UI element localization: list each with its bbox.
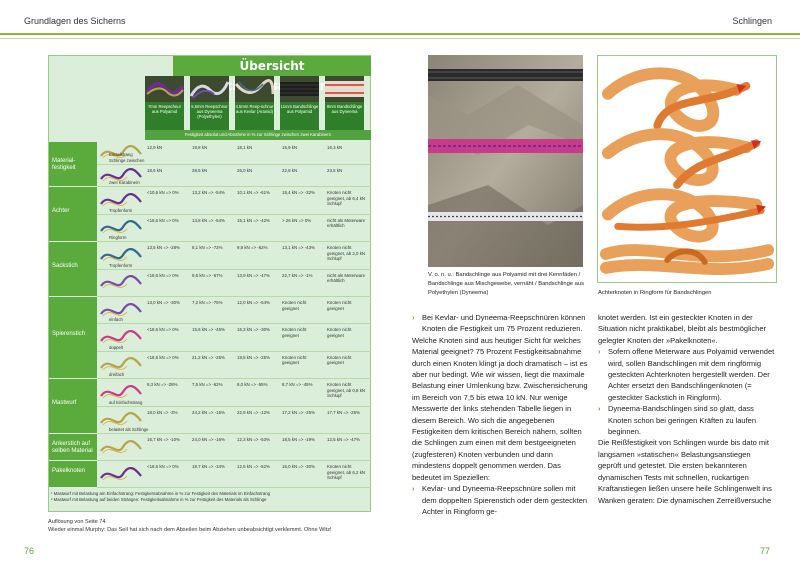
header-left-title: Grundlagen des Sicherns [24, 16, 126, 26]
table-group-5 [49, 434, 97, 461]
table-cell: 22,7 kN => -1% [282, 272, 313, 278]
table-cell: 9,9 kN => -62% [237, 245, 268, 250]
table-cell: <18,6 kN => 0% [147, 217, 179, 223]
table-cell: 18,1 kN [237, 145, 253, 150]
paragraph-text: Welche Knoten sind aus heutiger Sicht für welches Material geeignet? 75 Prozent Festigkeitsabnahme durch einen Knoten klingt ja doch dramatisch – ist es aber nur bedingt. Wie wir wissen, liegt die maximale Belastung einer Umlenkung bzw. Zwischensicherung im Bereich von 7,5 bis etwa 10 kN. Nur wenige Messwerte der links stehenden Tabelle liegen in diesem Bereich. Wo sich die angegebenen Festigkeiten dem kritischen Bereich nähern, sollten die Schlingen zum einen mit dem bestgeeigneten (zugfesteren) Knoten verbunden und dann mindestens doppelt genommen werden. Das bedeutet im Speziellen: [412, 335, 588, 482]
table-row-divider [97, 323, 371, 324]
swatch-dyneema-strap [325, 76, 364, 102]
paragraph-text: knotet werden. Ist ein gesteckter Knoten in der Situation nicht praktikabel, bleibt als bestmöglicher gelegter Knoten der »Pakelknoten«. [598, 313, 767, 345]
table-cell: 15,6 kN => -45% [192, 327, 225, 333]
table-cell: Knoten nicht geeignet, ab 2,0 kN Schlupf [327, 245, 366, 261]
knot-label: auf Einfachstrang [109, 399, 143, 405]
knot-illustration [99, 437, 143, 459]
table-cell: 22,8 kN [282, 167, 298, 173]
table-row-divider [97, 269, 371, 270]
table-cell: 12,0 kN => -54% [237, 300, 270, 305]
paragraph-text: Dyneema-Bandschlingen sind so glatt, dass Knoten schon bei geringen Kräften zu laufen beginnen. [608, 404, 757, 437]
table-cell: 7,5 kN => -62% [192, 382, 223, 387]
table-row-divider [97, 433, 371, 434]
table-cell: 13,8 kN => -54% [192, 217, 225, 223]
column-header-1: 7mm Reepschnur aus Polyamid [145, 102, 184, 130]
knot-label: doppelt [109, 344, 124, 350]
table-group-3 [49, 297, 97, 379]
table-cell: 22,9 kN => -12% [237, 409, 270, 415]
solution-title: Auflösung von Seite 74 [48, 519, 106, 525]
table-cell: 13,2 kN => -54% [192, 190, 225, 195]
table-cell: 7,2 kN => -75% [192, 300, 223, 305]
table-row-divider [97, 214, 371, 215]
page-number-right: 77 [760, 546, 771, 556]
table-group-2 [49, 242, 97, 297]
table-cell: <18,6 kN => 0% [147, 354, 179, 360]
text-column-2 [598, 312, 776, 506]
table-row-divider [97, 296, 371, 297]
paragraph-text: Die Reißfestigkeit von Schlingen wurde bis dato mit langsamen »statischen« Belastungsanstiegen geprüft und getestet. Die ersten bekannteren dynamischen Tests mit schnellen, ruckartigen Kraftanstiegen ließen unsere heile Schlingenwelt ins Wanken geraten: Die dynamischen Zerreißversuche [598, 438, 772, 505]
table-group-6 [49, 461, 97, 488]
table-row-divider [97, 241, 371, 242]
table-group-label: Mastwurf [52, 399, 77, 406]
swatch-polyamid-strap [280, 76, 319, 102]
table-group-label: Material-festigkeit [52, 157, 76, 171]
table-cell: <18,6 kN => 0% [147, 327, 179, 333]
table-footnote: ¹ Mastwurf mit Belastung am Einfachstrang: Festigkeitsabnahme in % zur Festigkeit des Materials im Einfachstrang [51, 491, 270, 496]
knot-label: Ringform [109, 235, 127, 240]
swatch-kevlar-cord [235, 76, 274, 102]
table-title: Übersicht [173, 56, 371, 76]
paragraph-text: Kevlar- und Dyneema-Reepschnüre sollen mit dem doppelten Spierenstich oder dem gesteckten Achter in Ringform ge- [422, 484, 588, 516]
table-cell: <18,6 kN => 0% [147, 464, 179, 469]
diagram-caption: Achterknoten in Ringform für Bandschlingen [598, 290, 712, 296]
table-row-divider [97, 406, 371, 407]
body-paragraph [412, 335, 588, 483]
knot-label: dreifach [109, 372, 125, 377]
table-cell: 8,7 kN => -45% [282, 382, 313, 387]
table-group-label: Pakelknoten [52, 467, 86, 474]
knot-label: Einzelstrang [109, 151, 133, 157]
table-cell: 16,7 kN => -10% [147, 437, 180, 442]
table-cell: 17,7 kN => -25% [327, 409, 360, 415]
table-cell: 16,0 kN => -30% [282, 464, 315, 469]
table-cell: 13,1 kN => -43% [282, 245, 315, 250]
table-cell: <18,6 kN => 0% [147, 272, 179, 278]
table-cell: > 26 kN => 0% [282, 217, 312, 223]
page-header [0, 0, 800, 46]
photo-caption: V. o. n. u.: Bandschlinge aus Polyamid mit drei Kennfäden / Bandschlinge aus Mischgewebe, vernäht / Bandschlinge aus Polyethylen (Dyneema) [428, 272, 584, 296]
table-cell: 13,0 kN => -30% [147, 300, 180, 305]
table-cell: Knoten nicht geeignet [327, 300, 352, 311]
knot-label: belastet als Schlinge [109, 427, 149, 432]
table-cell: 15,9 kN [282, 145, 298, 150]
page-number-left: 76 [24, 546, 35, 556]
table-group-label: Spierenstich [52, 331, 86, 337]
table-cell: Knoten nicht geeignet, ab 0,8 kN Schlupf [327, 382, 366, 398]
webbing-photo [428, 55, 583, 267]
table-row-divider [97, 351, 371, 352]
table-cell: 12,9 kN [147, 145, 163, 150]
table-group-4 [49, 379, 97, 434]
table-cell: 8,1 kN => -72% [192, 245, 223, 250]
knot-label: einfach [109, 317, 123, 323]
bullet-marker: › [598, 404, 601, 414]
table-cell: 19,5 kN => -25% [237, 354, 270, 360]
table-row-divider [97, 378, 371, 379]
text-column-1 [412, 312, 588, 517]
swatch-polyamid-cord [145, 76, 184, 102]
paragraph-text: Sofern offene Meterware aus Polyamid verwendet wird, sollen Bandschlingen mit dem ringförmig gesteckten Achterknoten hergestellt werden. Der Achter ersetzt den Bandschlingenknoten (= gesteckter Sackstich in Ringform). [608, 347, 775, 402]
header-divider [0, 33, 800, 35]
table-cell: 18,6 kN [147, 167, 163, 173]
column-header-3: 4,5mm Reep-schnur aus Kevlar (Aramid) [235, 102, 274, 130]
table-group-1 [49, 187, 97, 242]
table-cell: 15,1 kN => -42% [237, 217, 270, 223]
table-subheader: Festigkeit absolut und Abnahme in % zur Schlinge zwischen zwei Karabinern [145, 130, 371, 140]
table-cell: Knoten nicht geeignet [282, 300, 307, 311]
table-cell: 12,5 kN => -52% [237, 464, 270, 469]
table-cell: 12,3 kN => -53% [237, 437, 270, 442]
bullet-marker: › [598, 347, 601, 357]
header-divider-thin [0, 38, 800, 39]
table-cell: Knoten nicht geeignet, ab 6,2 kN Schlupf [327, 464, 366, 480]
table-footnote: ² Mastwurf mit Belastung auf beiden Strängen: Festigkeitsabnahme in % zur Festigkeit des Materials als Schlinge [51, 497, 267, 502]
swatch-dyneema-cord [190, 76, 229, 102]
table-cell: 13,5 kN => -28% [147, 245, 180, 250]
body-paragraph [598, 437, 776, 505]
table-cell: Knoten nicht geeignet [282, 354, 307, 366]
table-group-label: Achter [52, 207, 70, 214]
bullet-paragraph [412, 483, 588, 517]
table-cell: 17,2 kN => -25% [282, 409, 315, 415]
table-cell: 16,3 kN [327, 145, 343, 150]
table-cell: Knoten nicht geeignet [282, 327, 307, 338]
table-cell: 21,2 kN => -26% [192, 354, 225, 360]
knot-illustration [99, 272, 143, 294]
table-cell: <10,6 kN => 0% [147, 190, 179, 195]
solution-text: Wieder einmal Murphy: Das Seil hat sich nach dem Abseilen beim Abziehen unbeabsichtigt verklemmt. Ohne Witz! [48, 527, 332, 533]
knot-label: zwei Karabinern [109, 180, 140, 185]
header-right-title: Schlingen [732, 16, 772, 26]
table-cell: 24,0 kN => -16% [192, 437, 225, 442]
table-row-divider [97, 487, 371, 488]
knot-label: Tropfenform [109, 262, 133, 268]
table-cell: 13,9 kN => -47% [237, 272, 270, 278]
table-cell: 28,5 kN [192, 167, 208, 173]
table-cell: 23,5 kN [327, 167, 343, 173]
bullet-marker: › [412, 313, 415, 322]
table-cell: 18,0 kN => -3% [147, 409, 178, 415]
table-cell: 10,1 kN => -61% [237, 190, 270, 195]
table-group-label: Ankerstich auf selben Material [52, 440, 93, 454]
figure-eight-knot-diagram [597, 55, 777, 283]
table-cell: 15,4 kN => -32% [282, 190, 315, 195]
table-cell: 16,3 kN => -30% [237, 327, 270, 333]
table-cell: 12,5 kN => -47% [327, 437, 360, 442]
column-header-4: 11mm Bandschlinge aus Polyamid [280, 102, 319, 130]
table-cell: 18,5 kN => -19% [282, 437, 315, 442]
table-cell: 26,0 kN [237, 167, 253, 173]
table-cell: nicht als Meterware erhältlich [327, 272, 366, 283]
table-group-0 [49, 142, 97, 187]
knot-illustration [99, 464, 143, 486]
strength-table [48, 55, 371, 512]
table-cell: 9,5 kN => -67% [192, 272, 223, 278]
table-cell: 8,0 kN => -55% [237, 382, 268, 387]
table-cell: Knoten nicht geeignet [327, 354, 352, 366]
bullet-paragraph [598, 346, 776, 403]
paragraph-text: Bei Kevlar- und Dyneema-Reepschnüren können Knoten die Festigkeit um 75 Prozent reduzieren. [422, 313, 586, 334]
table-cell: Knoten nicht geeignet, ab 6,4 kN Schlupf [327, 190, 366, 206]
table-group-label: Sackstich [52, 262, 78, 269]
column-header-2: 5,5mm Reepschnur aus Dyneema (Polyethylen) [190, 102, 229, 130]
table-cell: nicht als Meterware erhältlich [327, 217, 366, 228]
knot-label: Schlinge zwischen [109, 157, 145, 163]
body-paragraph [598, 312, 776, 346]
bullet-marker: › [412, 484, 415, 494]
table-cell: Knoten nicht geeignet [327, 327, 352, 338]
table-row-divider [97, 460, 371, 461]
table-cell: 18,7 kN => -34% [192, 464, 225, 469]
bullet-paragraph [598, 403, 776, 437]
table-cell: 9,3 kN => -28% [147, 382, 178, 387]
column-header-5: 8mm Bandschlinge aus Dyneema [325, 102, 364, 130]
knot-label: Tropfenform [109, 207, 133, 213]
table-cell: 19,8 kN [192, 145, 208, 150]
table-cell: 24,2 kN => -15% [192, 409, 225, 415]
bullet-paragraph [412, 312, 588, 335]
